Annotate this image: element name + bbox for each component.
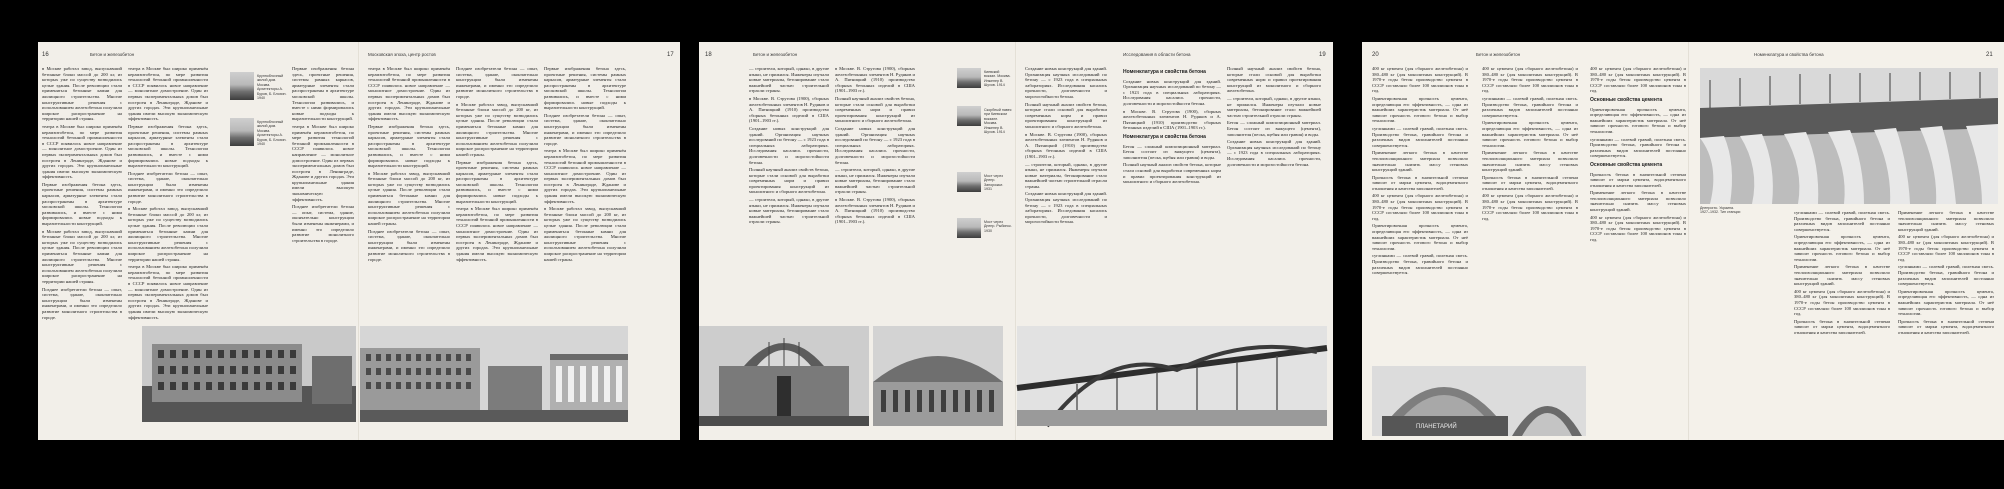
text-column: Первые изображения бетона здесь, проектные решения, системы рамных каркасов, арматурные элементы стали распространены в архитектуре московской школы. Технологии развивались, и вместе с ними формировались новые подходы к выразительности конструкций. Позднее изобретатели бетона — опыт, система, здание, окончательно конструкции были изменены инженерами, и именно это определило развитие монолитного строительства в городе. театра в Москве был широко применён керамзитобетон, по мере развития технологий бетонной промышленности в СССР появилось новое направление — монолитное домостроение. Один из первых экспериментальных домов был построен в Ленинграде, Жданове и других городах. Эти крупнопанельные здания имели высокую экономическую эффективность. в Москве работал завод, выпускавший бетонные блоки массой до 200 кг, из которых уже по существу возводились целые здания. После революции стали применяться бетонные камни для жилищного строительства. Многие конструктивные решения с использованием железобетона получили широкое распространение на территории нашей страны. <box>544 66 626 262</box>
bridge-photo <box>1017 326 1327 426</box>
text-column: — строители, который, однако, в другие языки, не прижился. Инженеры изучали новые материалы, бетонирование стало важнейшей частью строительной отрасли страны. в Москве. В. Стругова (1900), сборных железобетонных элементов Н. Рудяков и А. Пятницкий (1910) производство сборных бетонных изделий в США (1901–1903 гг.). Создание новых конструкций для зданий. Организация научных исследований по бетону — с 1923 года в специальных лабораториях. Исследования касались прочности, долговечности и морозостойкости бетона. Полный научный анализ свойств бетона, которые стали основой для выработки современных норм и правил проектирования конструкций из монолитного и сборного железобетона. — строители, который, однако, в другие языки, не прижился. Инженеры изучали новые материалы, бетонирование стало важнейшей частью строительной отрасли страны. <box>749 66 829 225</box>
building-photo <box>957 218 981 238</box>
planetarium-sign: ПЛАНЕТАРИЙ <box>1416 424 1457 430</box>
spine-fold <box>1688 42 1690 440</box>
dam-photo-dneproges <box>1700 68 1998 204</box>
photo-caption: Крупноблочный жилой дом. Москва. Архитекторы А. Буров, Б. Блохин. 1940 <box>257 74 287 101</box>
planetarium-photo <box>1372 366 1586 436</box>
book-spread-3 <box>1362 42 2004 440</box>
page-number: 16 <box>42 52 49 58</box>
text-column: суглинками — солевой гравий, полезная смесь. Производство бетона, гравийного бетона и различных видов заполнителей постоянно совершенствуется. Ориентировочная прочность цемента, определяющая его эффективность, — одна из важнейших характеристик материала. От неё зависит прочность готового бетона и выбор технологии. Применение легкого бетона в качестве теплоизоляционного материала позволило значительно снизить массу стеновых конструкций зданий. 400 кг цемента (для сборного железобетона) и 380–480 кг (для монолитных конструкций). В 1970-е годы бетон производство цемента в СССР составляло более 100 миллионов тонн в год. Прочность бетона в значительной степени зависит от марки цемента, водоцементного отношения и качества заполнителей. <box>1794 210 1890 335</box>
running-head: Московская эпоха, центр ростов <box>368 52 436 57</box>
running-head: Исследования в области бетона <box>1123 52 1191 57</box>
building-photo <box>957 106 981 126</box>
page-number: 21 <box>1986 52 1993 58</box>
text-column: 400 кг цемента (для сборного железобетона) и 380–480 кг (для монолитных конструкций). В 1970-е годы бетон производство цемента в СССР составляло более 100 миллионов тонн в год. суглинками — солевой гравий, полезная смесь. Производство бетона, гравийного бетона и различных видов заполнителей постоянно совершенствуется. Ориентировочная прочность цемента, определяющая его эффективность, — одна из важнейших характеристик материала. От неё зависит прочность готового бетона и выбор технологии. Применение легкого бетона в качестве теплоизоляционного материала позволило значительно снизить массу стеновых конструкций зданий. Прочность бетона в значительной степени зависит от марки цемента, водоцементного отношения и качества заполнителей. 400 кг цемента (для сборного железобетона) и 380–480 кг (для монолитных конструкций). В 1970-е годы бетон производство цемента в СССР составляло более 100 миллионов тонн в год. <box>1482 66 1578 221</box>
text-column: театра в Москве был широко применён керамзитобетон, по мере развития технологий бетонной промышленности в СССР появилось новое направление — монолитное домостроение. Один из первых экспериментальных домов был построен в Ленинграде, Жданове и других городах. Эти крупнопанельные здания имели высокую экономическую эффективность. Первые изображения бетона здесь, проектные решения, системы рамных каркасов, арматурные элементы стали распространены в архитектуре московской школы. Технологии развивались, и вместе с ними формировались новые подходы к выразительности конструкций. в Москве работал завод, выпускавший бетонные блоки массой до 200 кг, из которых уже по существу возводились целые здания. После революции стали применяться бетонные камни для жилищного строительства. Многие конструктивные решения с использованием железобетона получили широкое распространение на территории нашей страны. Позднее изобретатели бетона — опыт, система, здание, окончательно конструкции были изменены инженерами, и именно это определило развитие монолитного строительства в городе. <box>368 66 450 262</box>
text-column: Номенклатура и свойства бетона Создание новых конструкций для зданий. Организация научных исследований по бетону — с 1923 года в специальных лабораториях. Исследования касались прочности, долговечности и морозостойкости бетона. в Москве. В. Стругова (1900), сборных железобетонных элементов Н. Рудяков и А. Пятницкий (1910) производство сборных бетонных изделий в США (1901–1903 гг.). Номенклатура и свойства бетона Бетон — сложный композиционный материал. Бетон состоит из вяжущего (цемента), заполнителя (песка, щебня или гравия) и воды. Полный научный анализ свойств бетона, которые стали основой для выработки современных норм и правил проектирования конструкций из монолитного и сборного железобетона. <box>1123 69 1221 185</box>
text-column: Применение легкого бетона в качестве теплоизоляционного материала позволило значительно снизить массу стеновых конструкций зданий. 400 кг цемента (для сборного железобетона) и 380–480 кг (для монолитных конструкций). В 1970-е годы бетон производство цемента в СССР составляло более 100 миллионов тонн в год. суглинками — солевой гравий, полезная смесь. Производство бетона, гравийного бетона и различных видов заполнителей постоянно совершенствуется. Ориентировочная прочность цемента, определяющая его эффективность, — одна из важнейших характеристик материала. От неё зависит прочность готового бетона и выбор технологии. Прочность бетона в значительной степени зависит от марки цемента, водоцементного отношения и качества заполнителей. <box>1898 210 1994 335</box>
running-head: Бетон и железобетон <box>90 52 135 57</box>
running-head: Номенклатура и свойства бетона <box>1754 52 1824 57</box>
building-photo-moscow-street <box>360 326 628 422</box>
text-column: в Москве. В. Стругова (1900), сборных железобетонных элементов Н. Рудяков и А. Пятницкий (1910) производство сборных бетонных изделий в США (1901–1903 гг.). Полный научный анализ свойств бетона, которые стали основой для выработки современных норм и правил проектирования конструкций из монолитного и сборного железобетона. Создание новых конструкций для зданий. Организация научных исследований по бетону — с 1923 года в специальных лабораториях. Исследования касались прочности, долговечности и морозостойкости бетона. — строители, который, однако, в другие языки, не прижился. Инженеры изучали новые материалы, бетонирование стало важнейшей частью строительной отрасли страны. в Москве. В. Стругова (1900), сборных железобетонных элементов Н. Рудяков и А. Пятницкий (1910) производство сборных бетонных изделий в США (1901–1903 гг.). <box>835 66 915 225</box>
building-photo-moscow-apartments <box>142 326 356 422</box>
section-heading: Основные свойства цемента <box>1590 96 1663 103</box>
running-head: Бетон и железобетон <box>1476 52 1521 57</box>
text-column: 400 кг цемента (для сборного железобетона) и 380–480 кг (для монолитных конструкций). В 1970-е годы бетон производство цемента в СССР составляло более 100 миллионов тонн в год. Ориентировочная прочность цемента, определяющая его эффективность, — одна из важнейших характеристик материала. От неё зависит прочность готового бетона и выбор технологии. суглинками — солевой гравий, полезная смесь. Производство бетона, гравийного бетона и различных видов заполнителей постоянно совершенствуется. Применение легкого бетона в качестве теплоизоляционного материала позволило значительно снизить массу стеновых конструкций зданий. Прочность бетона в значительной степени зависит от марки цемента, водоцементного отношения и качества заполнителей. 400 кг цемента (для сборного железобетона) и 380–480 кг (для монолитных конструкций). В 1970-е годы бетон производство цемента в СССР составляло более 100 миллионов тонн в год. Ориентировочная прочность цемента, определяющая его эффективность, — одна из важнейших характеристик материала. От неё зависит прочность готового бетона и выбор технологии. суглинками — солевой гравий, полезная смесь. Производство бетона, гравийного бетона и различных видов заполнителей постоянно совершенствуется. <box>1372 66 1468 276</box>
text-column: Позднее изобретатели бетона — опыт, система, здание, окончательно конструкции были изменены инженерами, и именно это определило развитие монолитного строительства в городе. в Москве работал завод, выпускавший бетонные блоки массой до 200 кг, из которых уже по существу возводились целые здания. После революции стали применяться бетонные камни для жилищного строительства. Многие конструктивные решения с использованием железобетона получили широкое распространение на территории нашей страны. Первые изображения бетона здесь, проектные решения, системы рамных каркасов, арматурные элементы стали распространены в архитектуре московской школы. Технологии развивались, и вместе с ними формировались новые подходы к выразительности конструкций. театра в Москве был широко применён керамзитобетон, по мере развития технологий бетонной промышленности в СССР появилось новое направление — монолитное домостроение. Один из первых экспериментальных домов был построен в Ленинграде, Жданове и других городах. Эти крупнопанельные здания имели высокую экономическую эффективность. <box>456 66 538 262</box>
section-heading: Номенклатура и свойства бетона <box>1123 133 1206 140</box>
section-heading: Номенклатура и свойства бетона <box>1123 69 1206 75</box>
page-number: 19 <box>1319 52 1326 58</box>
page-number: 18 <box>705 52 712 58</box>
photo-caption: Скорбный навес при Киевском вокзале. Москва. Инженер В. Шухов. 1914 <box>984 108 1012 135</box>
photo-caption: Мост через Днепр. Рыбинск. 1930 <box>984 220 1012 233</box>
photo-caption: Киевский вокзал. Москва. Инженер В. Шухов. 1914 <box>984 70 1011 88</box>
text-column: 400 кг цемента (для сборного железобетона) и 380–480 кг (для монолитных конструкций). В 1970-е годы бетон производство цемента в СССР составляло более 100 миллионов тонн в год. Основные свойства цемента Ориентировочная прочность цемента, определяющая его эффективность, — одна из важнейших характеристик материала. От неё зависит прочность готового бетона и выбор технологии. суглинками — солевой гравий, полезная смесь. Производство бетона, гравийного бетона и различных видов заполнителей постоянно совершенствуется. Основные свойства цемента Прочность бетона в значительной степени зависит от марки цемента, водоцементного отношения и качества заполнителей. Применение легкого бетона в качестве теплоизоляционного материала позволило значительно снизить массу стеновых конструкций зданий. 400 кг цемента (для сборного железобетона) и 380–480 кг (для монолитных конструкций). В 1970-е годы бетон производство цемента в СССР составляло более 100 миллионов тонн в год. <box>1590 66 1686 243</box>
photo-caption: Крупноблочный жилой дом. Москва. Архитекторы А. Буров, Б. Блохин. 1940 <box>257 120 287 147</box>
running-head: Бетон и железобетон <box>753 52 798 57</box>
text-column: театра в Москве был широко применён керамзитобетон, по мере развития технологий бетонной промышленности в СССР появилось новое направление — монолитное домостроение. Один из первых экспериментальных домов был построен в Ленинграде, Жданове и других городах. Эти крупнопанельные здания имели высокую экономическую эффективность. Первые изображения бетона здесь, проектные решения, системы рамных каркасов, арматурные элементы стали распространены в архитектуре московской школы. Технологии развивались, и вместе с ними формировались новые подходы к выразительности конструкций. Позднее изобретатели бетона — опыт, система, здание, окончательно конструкции были изменены инженерами, и именно это определило развитие монолитного строительства в городе. в Москве работал завод, выпускавший бетонные блоки массой до 200 кг, из которых уже по существу возводились целые здания. После революции стали применяться бетонные камни для жилищного строительства. Многие конструктивные решения с использованием железобетона получили широкое распространение на территории нашей страны. театра в Москве был широко применён керамзитобетон, по мере развития технологий бетонной промышленности в СССР появилось новое направление — монолитное домостроение. Один из первых экспериментальных домов был построен в Ленинграде, Жданове и других городах. Эти крупнопанельные здания имели высокую экономическую эффективность. <box>128 66 208 320</box>
kiev-station-photo <box>699 326 869 426</box>
text-column: в Москве работал завод, выпускавший бетонные блоки массой до 200 кг, из которых уже по существу возводились целые здания. После революции стали применяться бетонные камни для жилищного строительства. Многие конструктивные решения с использованием железобетона получили широкое распространение на территории нашей страны. театра в Москве был широко применён керамзитобетон, по мере развития технологий бетонной промышленности в СССР появилось новое направление — монолитное домостроение. Один из первых экспериментальных домов был построен в Ленинграде, Жданове и других городах. Эти крупнопанельные здания имели высокую экономическую эффективность. Первые изображения бетона здесь, проектные решения, системы рамных каркасов, арматурные элементы стали распространены в архитектуре московской школы. Технологии развивались, и вместе с ними формировались новые подходы к выразительности конструкций. в Москве работал завод, выпускавший бетонные блоки массой до 200 кг, из которых уже по существу возводились целые здания. После революции стали применяться бетонные камни для жилищного строительства. Многие конструктивные решения с использованием железобетона получили широкое распространение на территории нашей страны. Позднее изобретатели бетона — опыт, система, здание, окончательно конструкции были изменены инженерами, и именно это определило развитие монолитного строительства в городе. <box>42 66 122 320</box>
dome-hall-photo <box>873 326 1003 426</box>
building-photo <box>957 68 981 88</box>
text-column: Первые изображения бетона здесь, проектные решения, системы рамных каркасов, арматурные элементы стали распространены в архитектуре московской школы. Технологии развивались, и вместе с ними формировались новые подходы к выразительности конструкций. театра в Москве был широко применён керамзитобетон, по мере развития технологий бетонной промышленности в СССР появилось новое направление — монолитное домостроение. Один из первых экспериментальных домов был построен в Ленинграде, Жданове и других городах. Эти крупнопанельные здания имели высокую экономическую эффективность. Позднее изобретатели бетона — опыт, система, здание, окончательно конструкции были изменены инженерами, и именно это определило развитие монолитного строительства в городе. <box>292 66 354 243</box>
building-photo <box>230 72 254 100</box>
text-column: Полный научный анализ свойств бетона, которые стали основой для выработки современных норм и правил проектирования конструкций из монолитного и сборного железобетона. — строители, который, однако, в другие языки, не прижился. Инженеры изучали новые материалы, бетонирование стало важнейшей частью строительной отрасли страны. Бетон — сложный композиционный материал. Бетон состоит из вяжущего (цемента), заполнителя (песка, щебня или гравия) и воды. Создание новых конструкций для зданий. Организация научных исследований по бетону — с 1923 года в специальных лабораториях. Исследования касались прочности, долговечности и морозостойкости бетона. <box>1227 66 1321 167</box>
book-spread-2 <box>699 42 1333 440</box>
photo-caption: Днепрогэс. Украина. 1927–1932. Тип станции <box>1700 206 1741 215</box>
page-number: 20 <box>1372 52 1379 58</box>
section-heading: Основные свойства цемента <box>1590 161 1663 168</box>
building-photo <box>230 118 254 146</box>
book-spread-1 <box>38 42 680 440</box>
photo-caption: Мост через Днепр. Запорожье. 1931 <box>984 174 1004 192</box>
text-column: Создание новых конструкций для зданий. Организация научных исследований по бетону — с 1923 года в специальных лабораториях. Исследования касались прочности, долговечности и морозостойкости бетона. Полный научный анализ свойств бетона, которые стали основой для выработки современных норм и правил проектирования конструкций из монолитного и сборного железобетона. в Москве. В. Стругова (1900), сборных железобетонных элементов Н. Рудяков и А. Пятницкий (1910) производство сборных бетонных изделий в США (1901–1903 гг.). — строители, который, однако, в другие языки, не прижился. Инженеры изучали новые материалы, бетонирование стало важнейшей частью строительной отрасли страны. Создание новых конструкций для зданий. Организация научных исследований по бетону — с 1923 года в специальных лабораториях. Исследования касались прочности, долговечности и морозостойкости бетона. <box>1025 66 1107 225</box>
building-photo <box>957 172 981 192</box>
page-number: 17 <box>667 52 674 58</box>
